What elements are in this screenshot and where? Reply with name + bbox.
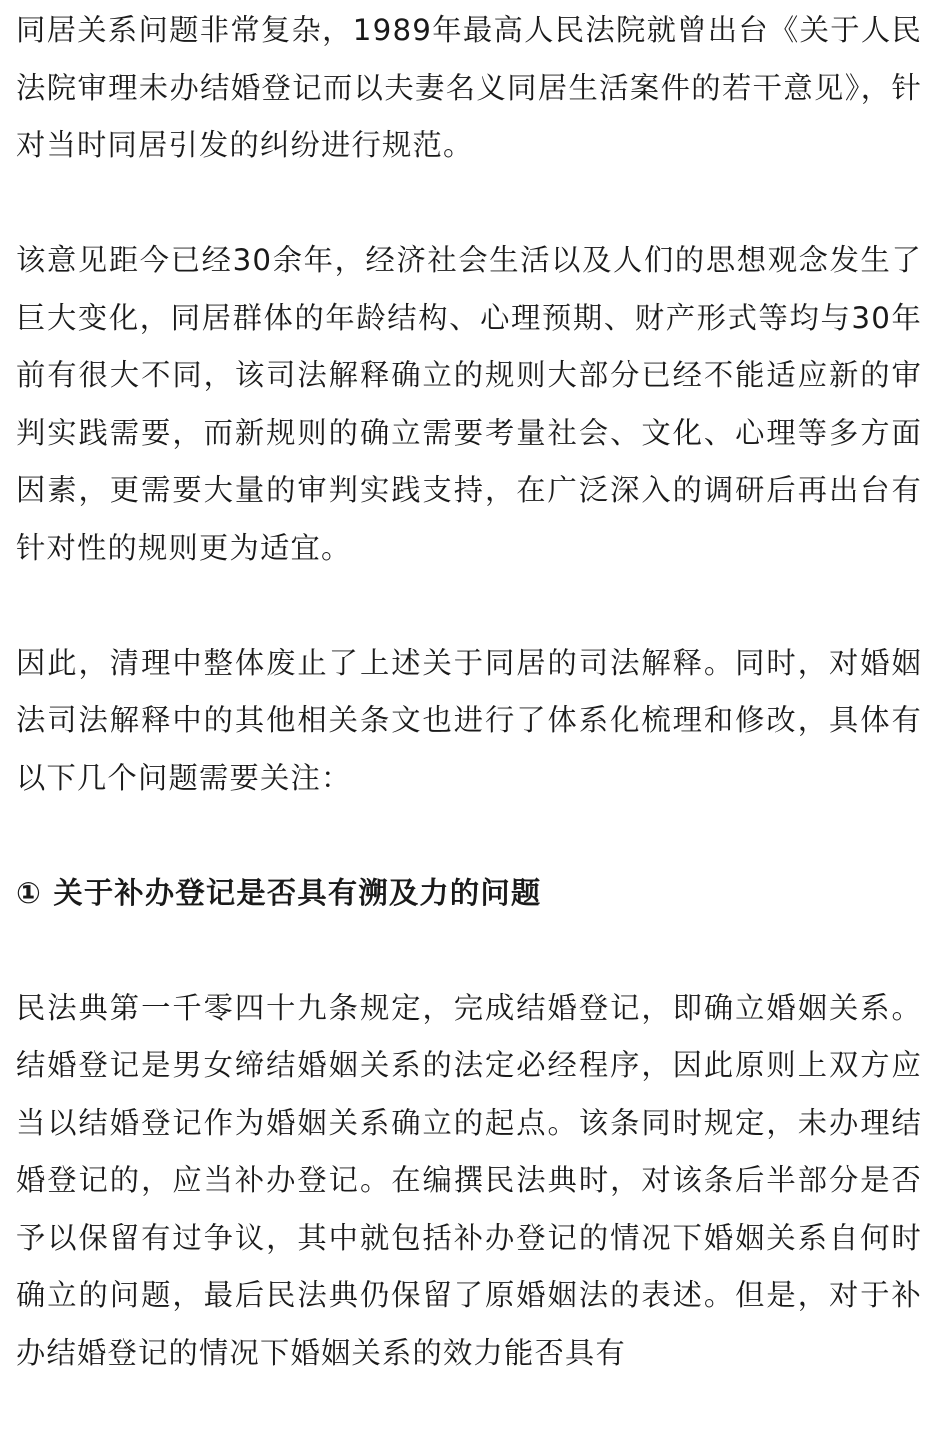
- paragraph-cohabitation-background: 同居关系问题非常复杂，1989年最高人民法院就曾出台《关于人民法院审理未办结婚登记而以夫妻名义同居生活案件的若干意见》，针对当时同居引发的纠纷进行规范。: [16, 13, 922, 162]
- paragraph-opinion-outdated: 该意见距今已经30余年，经济社会生活以及人们的思想观念发生了巨大变化，同居群体的年龄结构、心理预期、财产形式等均与30年前有很大不同，该司法解释确立的规则大部分已经不能适应新的审判实践需要，而新规则的确立需要考量社会、文化、心理等多方面因素，更需要大量的审判实践支持，在广泛深入的调研后再出台有针对性的规则更为适宜。: [16, 243, 922, 565]
- article-body: [16, 2, 922, 1440]
- paragraph-civil-code-1049: 民法典第一千零四十九条规定，完成结婚登记，即确立婚姻关系。结婚登记是男女缔结婚姻关系的法定必经程序，因此原则上双方应当以结婚登记作为婚姻关系确立的起点。该条同时规定，未办理结婚登记的，应当补办登记。在编撰民法典时，对该条后半部分是否予以保留有过争议，其中就包括补办登记的情况下婚姻关系自何时确立的问题，最后民法典仍保留了原婚姻法的表述。但是，对于补办结婚登记的情况下婚姻关系的效力能否具有: [16, 990, 922, 1370]
- section-heading-retroactivity: ① 关于补办登记是否具有溯及力的问题: [16, 875, 542, 910]
- paragraph-abolition: 因此，清理中整体废止了上述关于同居的司法解释。同时，对婚姻法司法解释中的其他相关条文也进行了体系化梳理和修改，具体有以下几个问题需要关注：: [16, 645, 922, 795]
